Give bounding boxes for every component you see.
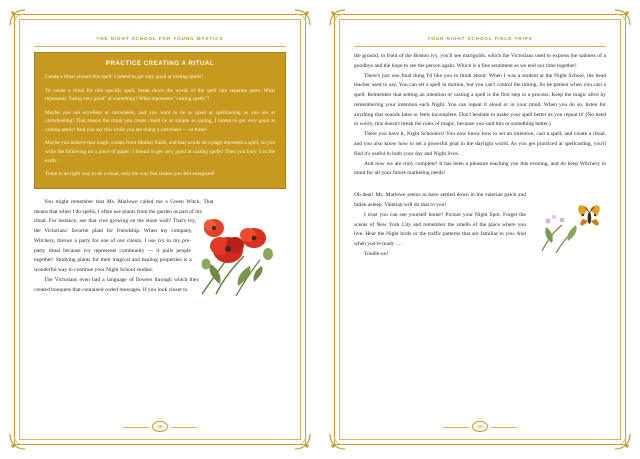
folio-badge: 68 — [152, 421, 168, 432]
right-body-text-after — [354, 191, 606, 259]
folio-rule-right — [491, 427, 517, 428]
running-head-left: THE NIGHT SCHOOL FOR YOUNG MYSTICS — [96, 36, 224, 41]
practice-box — [34, 52, 286, 189]
practice-box-paragraph: There is no right way to do a ritual, only the way that makes you feel energized! — [45, 171, 215, 178]
right-paragraph: There you have it, Night Schoolers! You now know how to set an intention, cast a spell, and create a ritual, and you also know how to set a powerful goal in the daylight world. As you get practiced at spellcasting, you'll find it's useful in both your day and Night lives. — [354, 131, 606, 157]
left-body-text — [34, 198, 286, 296]
right-page-content — [354, 52, 606, 411]
folio-rule-right — [171, 427, 197, 428]
header-rule — [34, 46, 286, 47]
folio-badge: 69 — [472, 421, 488, 432]
folio-rule-left — [123, 427, 149, 428]
right-paragraph-after: Oh dear! Ms. Marlowe seems to have settled down in the valerian patch and fallen asleep. Valerian will do that to you! — [354, 192, 526, 208]
header-rule — [354, 46, 606, 47]
practice-box-paragraph: Maybe you believe that magic comes from Mother Earth, and that words on a page represent a spell, so you write the following on a piece of paper: I intend to get very good at casting spells! Then you bury it in the earth. — [45, 140, 275, 164]
folio-left — [0, 415, 320, 433]
right-page — [320, 0, 640, 459]
folio-right — [320, 415, 640, 433]
right-paragraph: There's just one final thing I'd like you to think about: When I was a student at the Night School, the head teacher used to say, You can set a spell in motion, but you can't control the timing. So be patient when you cast a spell. Remember that setting an intention or casting a spell is the first step in a process. Keep the magic alive by remembering your intention each Night. You can repeat it aloud or in your mind. When you do so, listen for anything that sounds false or feels incomplete. Don't hesitate to make your spell better as you repeat it! (No need to worry, this doesn't break the rules of magic, because you said this or something better.) — [354, 72, 606, 128]
right-paragraph: the ground, in front of the Boston ivy, you'll see marigolds, which the Victorians used to express the sadness of a goodbye and the hope to see the person again. Which is a fine sentiment as we end our time together! — [354, 53, 606, 69]
left-paragraph: You might remember that Ms. Marlowe called me a Green Witch. That means that when I do spells, I often use plants from the garden as part of my ritual. For instance, see that vine growing on the stone wall? That's ivy, the Victorians' favorite plant for friendship. When my company, Witchery, throws a party for one of our clients, I use ivy in my pre-party ritual because ivy represents community — it pulls people together! Studying plants for their magical and healing properties is a wonderful way to continue your Night School studies. — [34, 198, 214, 274]
left-paragraph: The Victorians even had a language of flowers through which they created bouquets that contained coded messages. If you look closer to — [34, 277, 200, 293]
butterfly-illustration-icon — [532, 193, 606, 255]
right-body-text — [354, 52, 606, 179]
right-paragraph-after: I trust you can see yourself home? Picture your Night Spot. Forget the scents of New York City and remember the smells of the place where you live. Hear the Night birds or the traffic patterns that are familiar to you. And when you're ready . . . — [354, 211, 526, 248]
right-paragraph-after: Toodle-oo! — [364, 250, 389, 257]
practice-box-title: PRACTICE CREATING A RITUAL — [105, 60, 215, 67]
running-head-right: YOUR NIGHT SCHOOL FIELD TRIPS — [427, 36, 533, 41]
folio-rule-left — [443, 427, 469, 428]
practice-box-paragraph: To create a ritual for this specific spell, break down the words of the spell into separate parts. What represents "being very good" at something? What represents "casting spells"? — [45, 87, 275, 103]
left-page-content — [34, 52, 286, 411]
practice-box-paragraph: Maybe you are excellent at cartwheels, and you want to be as good at spellcasting as you are at cartwheeling! That means the ritual you create could be as simple as saying, I intend to get very good at casting spells! And you say this while you are doing a cartwheel — or three! — [45, 109, 275, 133]
poppy-flowers-illustration-icon — [194, 202, 286, 298]
right-paragraph: And now we are truly complete! It has been a pleasure teaching you this evening, and do keep Witchery in mind for all your future marketing needs! — [354, 160, 606, 177]
practice-box-paragraph: Create a ritual around this spell: I intend to get very good at casting spells! — [45, 74, 203, 80]
